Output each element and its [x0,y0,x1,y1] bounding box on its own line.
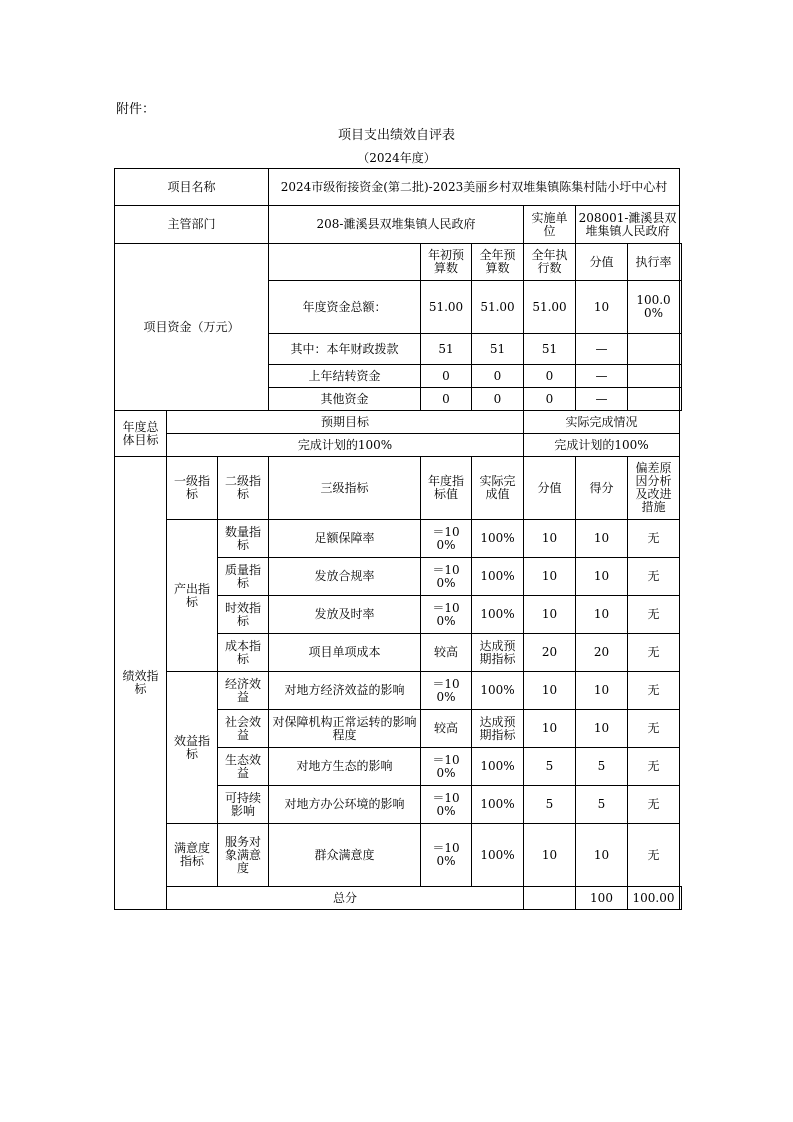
header-target: 年度指标值 [421,457,472,520]
indicator-row [115,520,682,558]
total-deviation-blank [680,887,682,910]
funds-initial: 0 [421,388,472,411]
level2: 数量指标 [218,520,269,558]
project-name-label: 项目名称 [115,169,269,206]
target: 较高 [421,710,472,748]
goals-value-row [115,434,682,457]
deviation: 无 [628,786,680,824]
score-value: 10 [524,596,576,634]
score-value: 5 [524,786,576,824]
header-level3: 三级指标 [269,457,421,520]
score: 10 [576,710,628,748]
funds-row-label: 其他资金 [269,388,421,411]
funds-row-label: 其中：本年财政拨款 [269,334,421,365]
goals-header-row [115,411,682,434]
level3: 群众满意度 [269,824,421,887]
total-blank [524,887,576,910]
score: 10 [576,558,628,596]
target: ＝100% [421,748,472,786]
funds-initial: 51 [421,334,472,365]
funds-header-score [680,244,682,281]
score: 10 [576,824,628,887]
funds-header-rate: 执行率 [628,244,680,281]
score: 10 [576,672,628,710]
actual: 100% [472,786,524,824]
funds-score [680,281,682,334]
funds-row-label: 上年结转资金 [269,365,421,388]
total-row [115,887,682,910]
score: 5 [576,786,628,824]
dept-value: 208-濉溪县双堆集镇人民政府 [269,206,524,244]
funds-score-value: — [576,334,628,365]
level3: 发放合规率 [269,558,421,596]
target: ＝100% [421,824,472,887]
score-value: 10 [524,710,576,748]
score-value: 5 [524,748,576,786]
department-row [115,206,682,244]
funds-score [680,388,682,411]
header-level2: 二级指标 [218,457,269,520]
impl-value: 208001-濉溪县双堆集镇人民政府 [576,206,680,244]
score: 5 [576,748,628,786]
funds-executed: 0 [524,388,576,411]
target: ＝100% [421,596,472,634]
deviation: 无 [628,748,680,786]
goals-actual-header: 实际完成情况 [524,411,680,434]
actual: 100% [472,672,524,710]
level2: 生态效益 [218,748,269,786]
level1-output: 产出指标 [167,520,218,672]
level3: 发放及时率 [269,596,421,634]
target: ＝100% [421,558,472,596]
header-level1: 一级指标 [167,457,218,520]
level3: 对地方生态的影响 [269,748,421,786]
total-score-value: 100 [576,887,628,910]
deviation: 无 [628,520,680,558]
actual: 达成预期指标 [472,634,524,672]
goals-actual: 完成计划的100% [524,434,680,457]
level2: 时效指标 [218,596,269,634]
level1-benefit: 效益指标 [167,672,218,824]
header-deviation: 偏差原因分析及改进措施 [628,457,680,520]
level2: 质量指标 [218,558,269,596]
funds-annual: 0 [472,388,524,411]
funds-score [680,334,682,365]
funds-rate: 100.00% [628,281,680,334]
funds-header-blank [269,244,421,281]
actual: 100% [472,824,524,887]
funds-annual: 51 [472,334,524,365]
funds-header-row [115,244,682,281]
level2: 社会效益 [218,710,269,748]
funds-score [680,365,682,388]
level3: 对地方经济效益的影响 [269,672,421,710]
funds-rate [628,334,680,365]
deviation: 无 [628,672,680,710]
funds-annual: 0 [472,365,524,388]
score-value: 10 [524,824,576,887]
total-label: 总分 [167,887,524,910]
funds-rate [628,365,680,388]
indicator-header-row [115,457,682,520]
evaluation-table [114,168,682,910]
header-actual: 实际完成值 [472,457,524,520]
header-score-value: 分值 [524,457,576,520]
actual: 100% [472,748,524,786]
score: 10 [576,520,628,558]
goals-expected: 完成计划的100% [167,434,524,457]
total-score: 100.00 [628,887,680,910]
funds-header-score-value: 分值 [576,244,628,281]
indicator-row [115,824,682,887]
level2: 可持续影响 [218,786,269,824]
dept-label: 主管部门 [115,206,269,244]
attachment-label: 附件： [116,102,156,117]
funds-executed: 0 [524,365,576,388]
level2: 成本指标 [218,634,269,672]
actual: 100% [472,596,524,634]
target: 较高 [421,634,472,672]
funds-row-label: 年度资金总额： [269,281,421,334]
actual: 100% [472,520,524,558]
funds-initial: 51.00 [421,281,472,334]
target: ＝100% [421,520,472,558]
funds-header-annual: 全年预算数 [472,244,524,281]
deviation: 无 [628,634,680,672]
actual: 达成预期指标 [472,710,524,748]
level3: 足额保障率 [269,520,421,558]
project-name-row [115,169,682,206]
indicator-row [115,672,682,710]
level2: 服务对象满意度 [218,824,269,887]
project-name-value: 2024市级衔接资金(第二批)-2023美丽乡村双堆集镇陈集村陆小圩中心村 [269,169,680,206]
level1-satisfaction: 满意度指标 [167,824,218,887]
year-subtitle: （2024年度） [357,151,436,165]
indicators-label: 绩效指标 [115,457,167,910]
funds-executed: 51 [524,334,576,365]
actual: 100% [472,558,524,596]
funds-rate [628,388,680,411]
funds-label: 项目资金（万元） [115,244,269,411]
score-value: 10 [524,558,576,596]
level3: 对地方办公环境的影响 [269,786,421,824]
score: 20 [576,634,628,672]
deviation: 无 [628,824,680,887]
funds-score-value: — [576,388,628,411]
funds-score-value: — [576,365,628,388]
funds-executed: 51.00 [524,281,576,334]
funds-score-value: 10 [576,281,628,334]
goals-label: 年度总体目标 [115,411,167,457]
score-value: 10 [524,520,576,558]
funds-header-initial: 年初预算数 [421,244,472,281]
score-value: 10 [524,672,576,710]
deviation: 无 [628,558,680,596]
level3: 对保障机构正常运转的影响程度 [269,710,421,748]
score: 10 [576,596,628,634]
funds-annual: 51.00 [472,281,524,334]
deviation: 无 [628,710,680,748]
target: ＝100% [421,672,472,710]
funds-initial: 0 [421,365,472,388]
deviation: 无 [628,596,680,634]
header-score: 得分 [576,457,628,520]
impl-label: 实施单位 [524,206,576,244]
page-title: 项目支出绩效自评表 [337,128,455,143]
funds-header-executed: 全年执行数 [524,244,576,281]
goals-expected-header: 预期目标 [167,411,524,434]
level3: 项目单项成本 [269,634,421,672]
target: ＝100% [421,786,472,824]
score-value: 20 [524,634,576,672]
level2: 经济效益 [218,672,269,710]
